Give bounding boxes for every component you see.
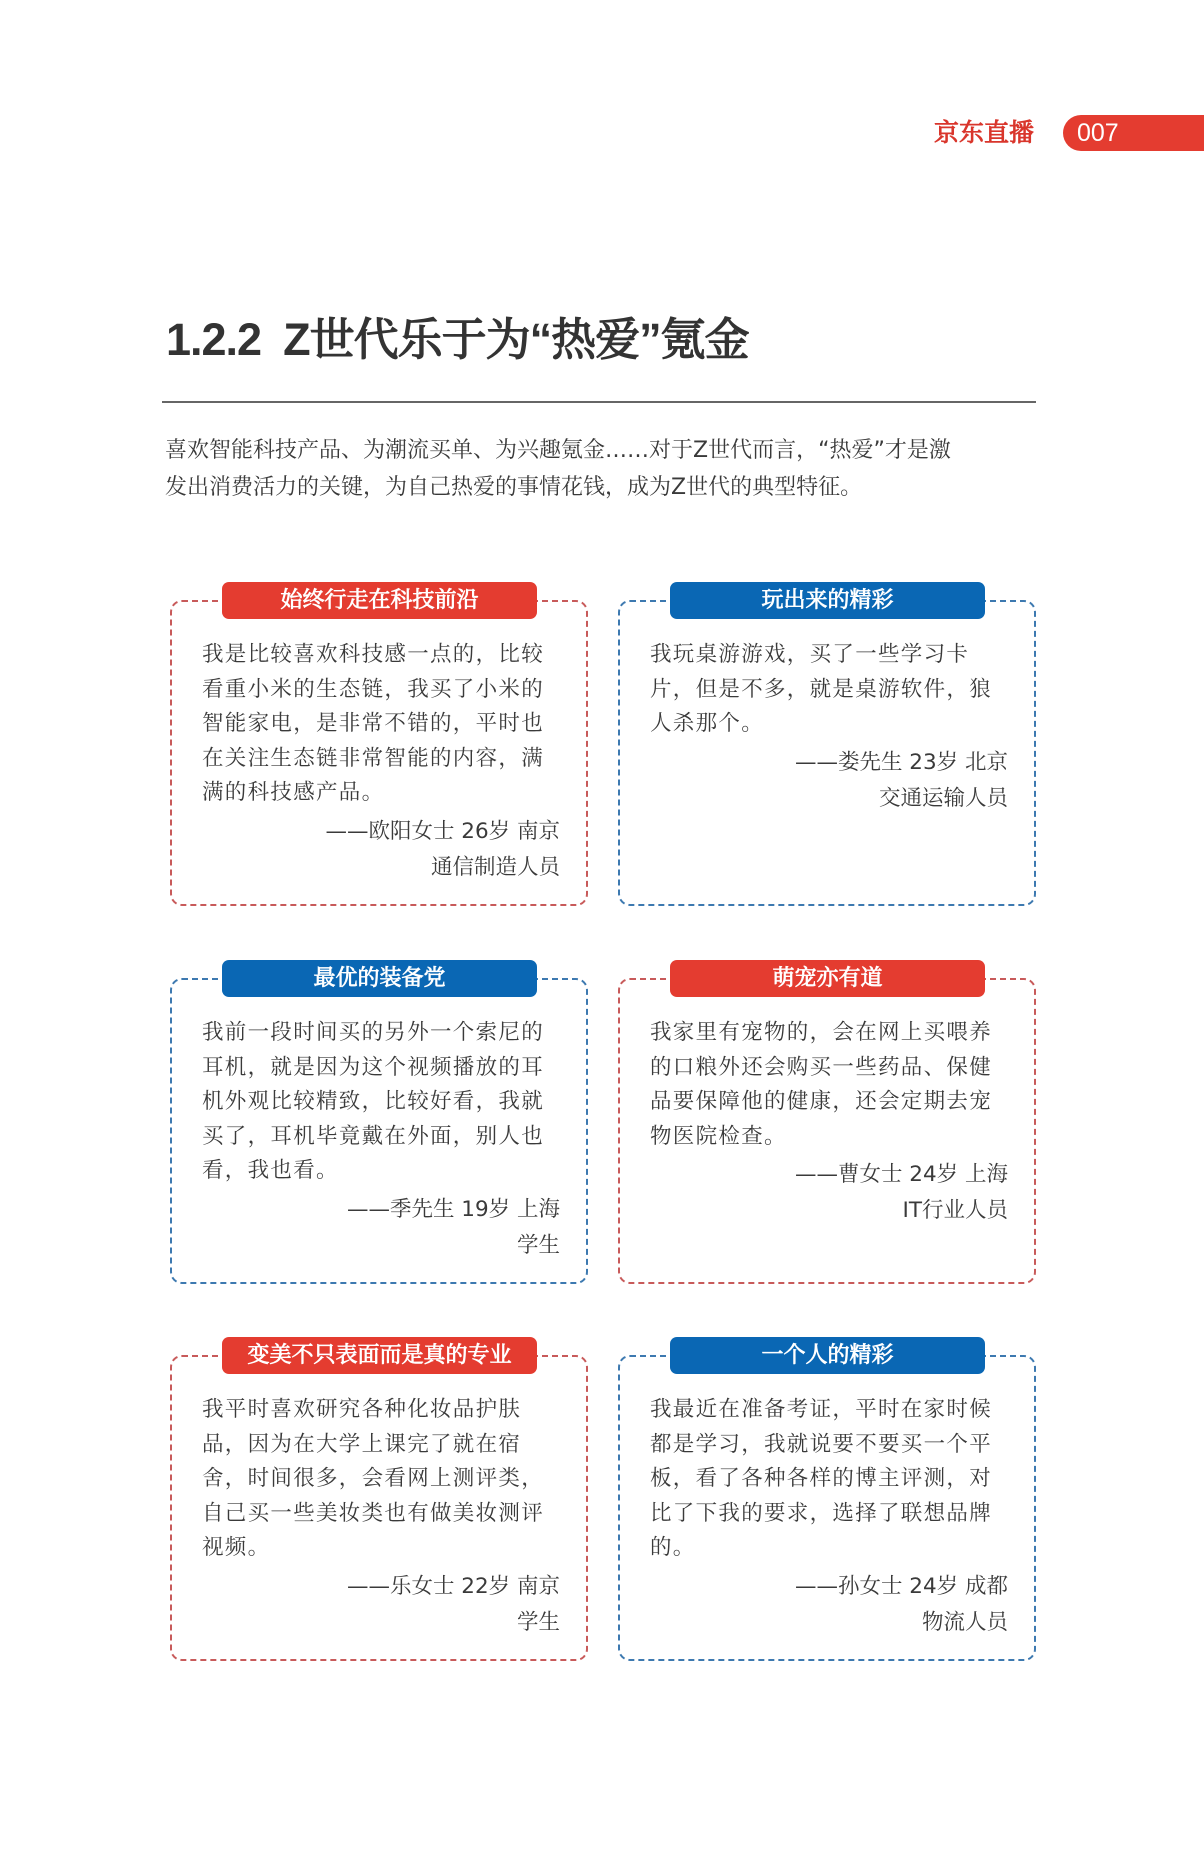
attribution-occupation: IT行业人员 [902, 1198, 1008, 1223]
quote-line: 智能家电，是非常不错的，平时也 [202, 711, 545, 736]
card-quote [202, 1393, 562, 1566]
quote-line: 物医院检查。 [650, 1123, 787, 1149]
quote-line: 我最近在准备考证，平时在家时候 [650, 1397, 993, 1422]
brand-name: 京东直播 [934, 118, 1035, 147]
card-attribution [200, 1569, 560, 1641]
intro-paragraph [165, 432, 1045, 506]
attribution-person: ——季先生 19岁 上海 [346, 1197, 560, 1222]
section-number: 1.2.2 [166, 314, 262, 365]
quote-card-gear [170, 966, 588, 1284]
section-title-text: Z世代乐于为“热爱”氪金 [283, 314, 749, 365]
attribution-person: ——娄先生 23岁 北京 [794, 750, 1008, 775]
attribution-person: ——乐女士 22岁 南京 [346, 1574, 560, 1599]
quote-card-tech [170, 588, 588, 906]
card-quote [650, 638, 1010, 742]
quote-line: 耳机，就是因为这个视频播放的耳 [202, 1054, 545, 1080]
quote-line: 我前一段时间买的另外一个索尼的 [202, 1020, 545, 1045]
card-attribution [200, 1192, 560, 1264]
quote-line: 看，我也看。 [202, 1158, 339, 1183]
intro-line: 喜欢智能科技产品、为潮流买单、为兴趣氪金……对于Z世代而言，“热爱”才是激 [165, 438, 951, 463]
card-label: 始终行走在科技前沿 [222, 582, 537, 619]
quote-line: 片，但是不多，就是桌游软件，狼 [650, 676, 993, 702]
quote-line: 视频。 [202, 1535, 271, 1560]
card-quote [650, 1393, 1010, 1566]
card-label: 玩出来的精彩 [670, 582, 985, 619]
intro-line: 发出消费活力的关键，为自己热爱的事情花钱，成为Z世代的典型特征。 [165, 475, 863, 500]
quote-line: 我是比较喜欢科技感一点的，比较 [202, 642, 545, 667]
attribution-occupation: 通信制造人员 [430, 855, 560, 880]
quote-line: 我家里有宠物的，会在网上买喂养 [650, 1020, 993, 1045]
quote-line: 比了下我的要求，选择了联想品牌 [650, 1500, 993, 1526]
card-quote [202, 1016, 562, 1189]
quote-line: 舍，时间很多，会看网上测评类， [202, 1466, 545, 1491]
title-divider [162, 401, 1036, 403]
quote-line: 我玩桌游游戏，买了一些学习卡 [650, 642, 970, 667]
quote-line: 满的科技感产品。 [202, 780, 385, 805]
attribution-occupation: 物流人员 [921, 1610, 1008, 1635]
card-label: 最优的装备党 [222, 960, 537, 997]
card-label: 变美不只表面而是真的专业 [222, 1337, 537, 1374]
card-attribution [648, 1157, 1008, 1229]
attribution-person: ——孙女士 24岁 成都 [794, 1574, 1008, 1599]
quote-card-solo [618, 1343, 1036, 1661]
quote-line: 板，看了各种各样的博主评测，对 [650, 1466, 993, 1491]
quote-line: 看重小米的生态链，我买了小米的 [202, 676, 545, 702]
attribution-person: ——欧阳女士 26岁 南京 [325, 819, 560, 844]
page-number: 007 [1077, 119, 1119, 147]
card-attribution [648, 1569, 1008, 1641]
attribution-person: ——曹女士 24岁 上海 [794, 1162, 1008, 1187]
card-attribution [648, 745, 1008, 817]
quote-card-games [618, 588, 1036, 906]
quote-line: 的口粮外还会购买一些药品、保健 [650, 1054, 993, 1080]
card-label: 萌宠亦有道 [670, 960, 985, 997]
quote-line: 的。 [650, 1535, 696, 1560]
attribution-occupation: 学生 [516, 1233, 560, 1258]
attribution-occupation: 学生 [516, 1610, 560, 1635]
quote-line: 品要保障他的健康，还会定期去宠 [650, 1089, 993, 1114]
card-quote [202, 638, 562, 811]
section-title [166, 312, 749, 368]
card-quote [650, 1016, 1010, 1154]
quote-line: 在关注生态链非常智能的内容，满 [202, 745, 545, 771]
card-attribution [200, 814, 560, 886]
card-label: 一个人的精彩 [670, 1337, 985, 1374]
quote-line: 品，因为在大学上课完了就在宿 [202, 1431, 522, 1457]
quote-card-beauty [170, 1343, 588, 1661]
page-number-tab [1063, 115, 1204, 151]
quote-line: 我平时喜欢研究各种化妆品护肤 [202, 1397, 522, 1422]
quote-line: 都是学习，我就说要不要买一个平 [650, 1431, 993, 1457]
quote-line: 买了，耳机毕竟戴在外面，别人也 [202, 1123, 545, 1149]
quote-line: 自己买一些美妆类也有做美妆测评 [202, 1500, 545, 1526]
quote-line: 人杀那个。 [650, 711, 765, 736]
attribution-occupation: 交通运输人员 [878, 786, 1008, 811]
quote-card-pets [618, 966, 1036, 1284]
quote-line: 机外观比较精致，比较好看，我就 [202, 1089, 545, 1114]
